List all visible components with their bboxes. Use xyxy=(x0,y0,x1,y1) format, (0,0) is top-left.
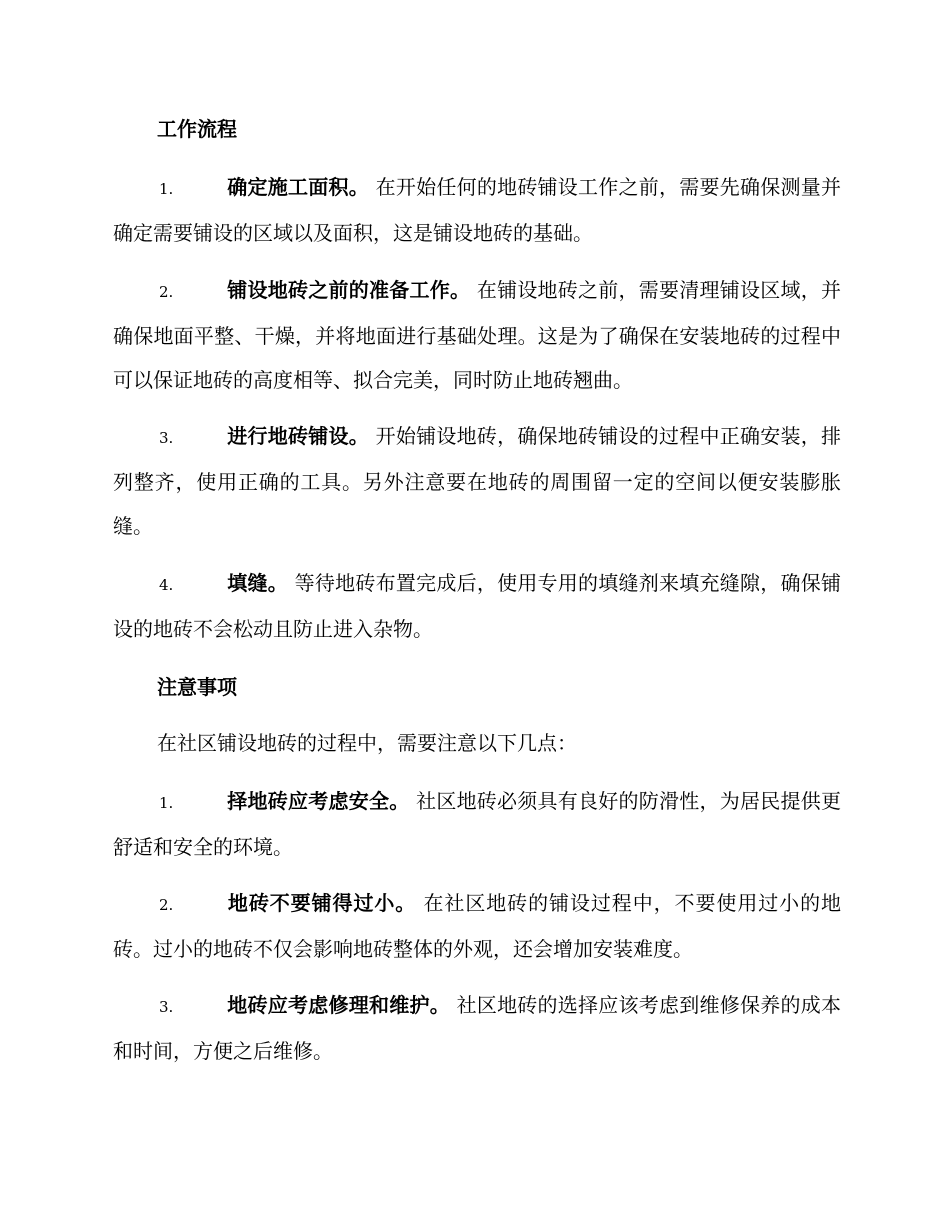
list-item-text: 在社区地砖的铺设过程中，不要使用过小的地砖。过小的地砖不仅会影响地砖整体的外观，还会增加安装难度。 xyxy=(113,891,842,961)
list-item xyxy=(113,165,841,255)
list-number: 2. xyxy=(159,896,174,914)
list-item-text: 在开始任何的地砖铺设工作之前，需要先确保测量并确定需要铺设的区域以及面积，这是铺设地砖的基础。 xyxy=(113,175,842,245)
section-heading-workflow: 工作流程 xyxy=(157,117,237,141)
list-item-lead: 确定施工面积。 xyxy=(227,175,369,199)
list-number: 4. xyxy=(159,576,174,594)
list-item-lead: 填缝。 xyxy=(227,571,288,595)
list-number: 2. xyxy=(159,283,174,301)
list-number: 3. xyxy=(159,429,174,447)
list-item-text: 等待地砖布置完成后，使用专用的填缝剂来填充缝隙，确保铺设的地砖不会松动且防止进入杂物。 xyxy=(113,571,842,641)
section-intro: 在社区铺设地砖的过程中，需要注意以下几点： xyxy=(157,731,577,755)
list-item-lead: 择地砖应考虑安全。 xyxy=(227,789,410,813)
list-item-lead: 地砖应考虑修理和维护。 xyxy=(227,993,450,1017)
list-item xyxy=(113,983,841,1073)
list-item xyxy=(113,414,841,548)
list-item xyxy=(113,268,841,402)
list-item-lead: 铺设地砖之前的准备工作。 xyxy=(227,278,471,302)
list-item-text: 开始铺设地砖，确保地砖铺设的过程中正确安装，排列整齐，使用正确的工具。另外注意要在地砖的周围留一定的空间以便安装膨胀缝。 xyxy=(113,424,842,538)
list-item-text: 社区地砖必须具有良好的防滑性，为居民提供更舒适和安全的环境。 xyxy=(113,789,842,859)
list-item-text: 在铺设地砖之前，需要清理铺设区域，并确保地面平整、干燥，并将地面进行基础处理。这是为了确保在安装地砖的过程中可以保证地砖的高度相等、拟合完美，同时防止地砖翘曲。 xyxy=(113,278,842,392)
list-number: 1. xyxy=(159,180,174,198)
list-number: 1. xyxy=(159,794,174,812)
list-item xyxy=(113,561,841,651)
list-item-lead: 进行地砖铺设。 xyxy=(227,424,369,448)
list-item xyxy=(113,881,841,971)
list-number: 3. xyxy=(159,998,174,1016)
section-heading-notes: 注意事项 xyxy=(157,675,237,699)
list-item-lead: 地砖不要铺得过小。 xyxy=(227,891,417,915)
list-item xyxy=(113,779,841,869)
list-item-text: 社区地砖的选择应该考虑到维修保养的成本和时间，方便之后维修。 xyxy=(113,993,842,1063)
